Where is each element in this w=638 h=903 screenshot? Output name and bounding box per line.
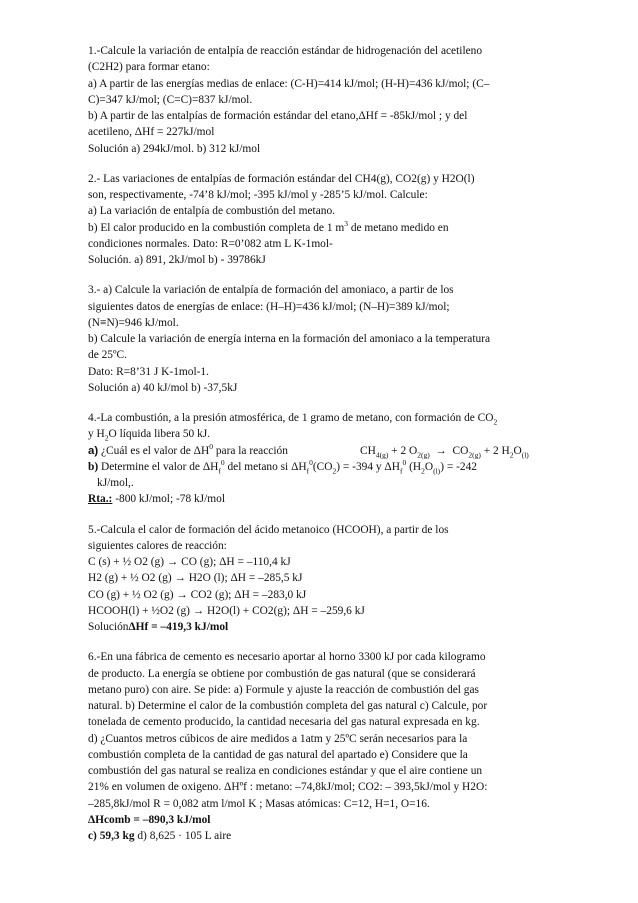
exercise-1-line-4: C)=347 kJ/mol; (C=C)=837 kJ/mol. bbox=[88, 93, 253, 106]
exercise-3-line-3: (N≡N)=946 kJ/mol. bbox=[88, 316, 179, 329]
subscript: 4(g) bbox=[375, 449, 389, 459]
exercise-2-line-2: son, respectivamente, -74’8 kJ/mol; -395 kJ/mol y -285’5 kJ/mol. Calcule: bbox=[88, 189, 428, 201]
product-h2o: + 2 H bbox=[480, 444, 510, 457]
answer-value: -800 kJ/mol; -78 kJ/mol bbox=[112, 493, 226, 506]
question-b-text-6: O bbox=[424, 460, 434, 473]
exercise-4-question-b bbox=[88, 459, 558, 475]
solution-label: Solución bbox=[88, 621, 129, 633]
exercise-2-line-1: 2.- Las variaciones de entalpías de formación estándar del CH4(g), CO2(g) y H2O(l) bbox=[88, 172, 475, 185]
product-h2o-o: O bbox=[513, 444, 522, 457]
exercise-5-line-2: siguientes calores de reacción: bbox=[88, 539, 227, 552]
question-b-text-7: ) = -242 bbox=[440, 460, 477, 473]
exercise-4-line-2-tail: O líquida libera 50 kJ. bbox=[108, 428, 211, 441]
result-d: d) 8,625 · 105 L aire bbox=[134, 830, 232, 842]
exercise-6-line-5: tonelada de cemento producido, la cantidad necesaria del gas natural expresada en kg. bbox=[88, 716, 480, 729]
result-c: c) 59,3 kg bbox=[88, 830, 135, 842]
combustion-reaction bbox=[360, 443, 529, 459]
reaction-3: CO (g) + ½ O2 (g) → CO2 (g); ΔH = –283,0 kJ bbox=[88, 588, 307, 601]
exercise-3-line-5: de 25ºC. bbox=[88, 349, 127, 362]
superscript: 0 bbox=[209, 441, 213, 451]
exercise-4-question-b-cont: kJ/mol,. bbox=[97, 477, 134, 489]
exercise-3 bbox=[88, 282, 558, 396]
exercise-3-line-6: Dato: R=8’31 J K-1mol-1. bbox=[88, 365, 209, 378]
answer-label: Rta.: bbox=[88, 493, 113, 506]
exercise-3-line-1: 3.- a) Calcule la variación de entalpía de formación del amoniaco, a partir de los bbox=[88, 284, 454, 297]
exercise-4-answer bbox=[88, 491, 558, 507]
superscript: 0 bbox=[309, 457, 313, 467]
exercise-2 bbox=[88, 171, 558, 269]
subscript: f bbox=[399, 466, 403, 476]
reaction-4: HCOOH(l) + ½O2 (g) → H2O(l) + CO2(g); ΔH = –259,6 kJ bbox=[88, 604, 365, 617]
exercise-6-line-1: 6.-En una fábrica de cemento es necesario aportar al horno 3300 kJ por cada kilogramo bbox=[88, 651, 486, 664]
exercise-1-line-2: (C2H2) para formar etano: bbox=[88, 61, 210, 74]
exercise-2-line-4 bbox=[88, 220, 558, 236]
subscript: 2 bbox=[332, 466, 337, 476]
exercise-1-line-6: acetileno, ΔHf = 227kJ/mol bbox=[88, 126, 215, 139]
exercise-3-solution: Solución a) 40 kJ/mol b) -37,5kJ bbox=[88, 381, 238, 394]
exercise-4-line-1-text: 4.-La combustión, a la presión atmosférica, de 1 gramo de metano, con formación de CO bbox=[88, 412, 494, 424]
question-a-label: a) bbox=[88, 444, 99, 457]
superscript: 0 bbox=[402, 457, 407, 467]
subscript: (l) bbox=[433, 466, 441, 476]
exercise-6-line-4: natural. b) Determine el calor de la combustión completa del gas natural c) Calcule, por bbox=[88, 700, 488, 712]
subscript: f bbox=[218, 466, 221, 476]
question-b-text-3: (CO bbox=[312, 460, 333, 473]
subscript: 2 bbox=[509, 449, 514, 459]
exercise-6-line-8: combustión del gas natural se realiza en condiciones estándar y que el aire contiene un bbox=[88, 765, 483, 777]
subscript: 2 bbox=[104, 433, 109, 443]
exercise-1 bbox=[88, 43, 558, 157]
exercise-sheet bbox=[88, 43, 558, 844]
reactant-ch4: CH bbox=[360, 444, 376, 457]
exercise-5-solution bbox=[88, 619, 558, 635]
reactant-o2: + 2 O bbox=[388, 444, 418, 457]
solution-value: ΔHf = –419,3 kJ/mol bbox=[128, 621, 229, 633]
exercise-6-line-10: –285,8kJ/mol R = 0,082 atm l/mol K ; Masas atómicas: C=12, H=1, O=16. bbox=[88, 797, 430, 810]
question-a-text: ¿Cuál es el valor de ΔH bbox=[98, 444, 210, 457]
exercise-2-line-4-text: b) El calor producido en la combustión completa de 1 m bbox=[88, 221, 345, 234]
question-b-text-2: del metano si ΔH bbox=[224, 460, 307, 473]
exercise-6 bbox=[88, 649, 558, 844]
exercise-6-line-3: metano puro) con aire. Se pide: a) Formule y ajuste la reacción de combustión del gas bbox=[88, 683, 479, 696]
question-b-label: b) bbox=[88, 460, 99, 473]
exercise-4-line-1 bbox=[88, 410, 558, 426]
exercise-1-line-5: b) A partir de las entalpías de formación estándar del etano,ΔHf = -85kJ/mol ; y del bbox=[88, 110, 468, 122]
question-b-text-4: ) = -394 y ΔH bbox=[336, 460, 400, 473]
question-b-text: Determine el valor de ΔH bbox=[98, 460, 219, 473]
exercise-4-line-2 bbox=[88, 426, 558, 442]
subscript: 2 bbox=[493, 417, 498, 427]
exercise-1-solution: Solución a) 294kJ/mol. b) 312 kJ/mol bbox=[88, 142, 261, 155]
exercise-5 bbox=[88, 522, 558, 636]
subscript: 2(g) bbox=[417, 449, 430, 459]
exercise-6-result-b: ΔHcomb = –890,3 kJ/mol bbox=[88, 813, 211, 826]
superscript: 0 bbox=[220, 457, 225, 467]
subscript: 2(g) bbox=[468, 449, 481, 459]
exercise-4 bbox=[88, 410, 558, 508]
exercise-2-solution: Solución. a) 891, 2kJ/mol b) - 39786kJ bbox=[88, 254, 266, 266]
reaction-arrow: → bbox=[435, 444, 447, 457]
exercise-2-line-5: condiciones normales. Dato: R=0’082 atm L K-1mol- bbox=[88, 237, 333, 250]
exercise-6-result-cd bbox=[88, 828, 558, 844]
exercise-6-line-6: d) ¿Cuantos metros cúbicos de aire medidos a 1atm y 25ºC serán necesarios para la bbox=[88, 732, 468, 745]
subscript: f bbox=[306, 466, 310, 476]
exercise-4-question-a bbox=[88, 443, 558, 459]
exercise-3-line-4: b) Calcule la variación de energía interna en la formación del amoniaco a la temperatura bbox=[88, 333, 491, 345]
exercise-6-line-9: 21% en volumen de oxigeno. ΔHºf : metano: –74,8kJ/mol; CO2: – 393,5kJ/mol y H2O: bbox=[88, 781, 488, 794]
question-b-text-5: (H bbox=[406, 460, 422, 473]
cubic-exponent: 3 bbox=[344, 218, 348, 228]
reaction-1: C (s) + ½ O2 (g) → CO (g); ΔH = –110,4 kJ bbox=[88, 556, 291, 568]
subscript: 2 bbox=[421, 466, 425, 476]
exercise-5-line-1: 5.-Calcula el calor de formación del ácido metanoico (HCOOH), a partir de los bbox=[88, 523, 449, 536]
exercise-6-line-2: de producto. La energía se obtiene por combustión de gas natural (que se considerará bbox=[88, 667, 476, 680]
exercise-4-line-2-text: y H bbox=[88, 428, 105, 441]
exercise-3-line-2: siguientes datos de energías de enlace: (H–H)=436 kJ/mol; (N–H)=389 kJ/mol; bbox=[88, 300, 450, 313]
question-a-text-2: para la reacción bbox=[212, 444, 288, 457]
product-co2: CO bbox=[452, 444, 469, 457]
exercise-2-line-3: a) La variación de entalpía de combustión del metano. bbox=[88, 205, 336, 218]
subscript: (l) bbox=[521, 449, 529, 459]
reaction-2: H2 (g) + ½ O2 (g) → H2O (l); ΔH = –285,5 kJ bbox=[88, 572, 303, 585]
exercise-1-line-1: 1.-Calcule la variación de entalpía de reacción estándar de hidrogenación del acetileno bbox=[88, 45, 483, 57]
exercise-2-line-4-tail: de metano medido en bbox=[347, 221, 449, 234]
exercise-6-line-7: combustión completa de la cantidad de gas natural del apartado e) Considere que la bbox=[88, 748, 468, 761]
exercise-1-line-3: a) A partir de las energías medias de enlace: (C-H)=414 kJ/mol; (H-H)=436 kJ/mol; (C– bbox=[88, 77, 490, 90]
